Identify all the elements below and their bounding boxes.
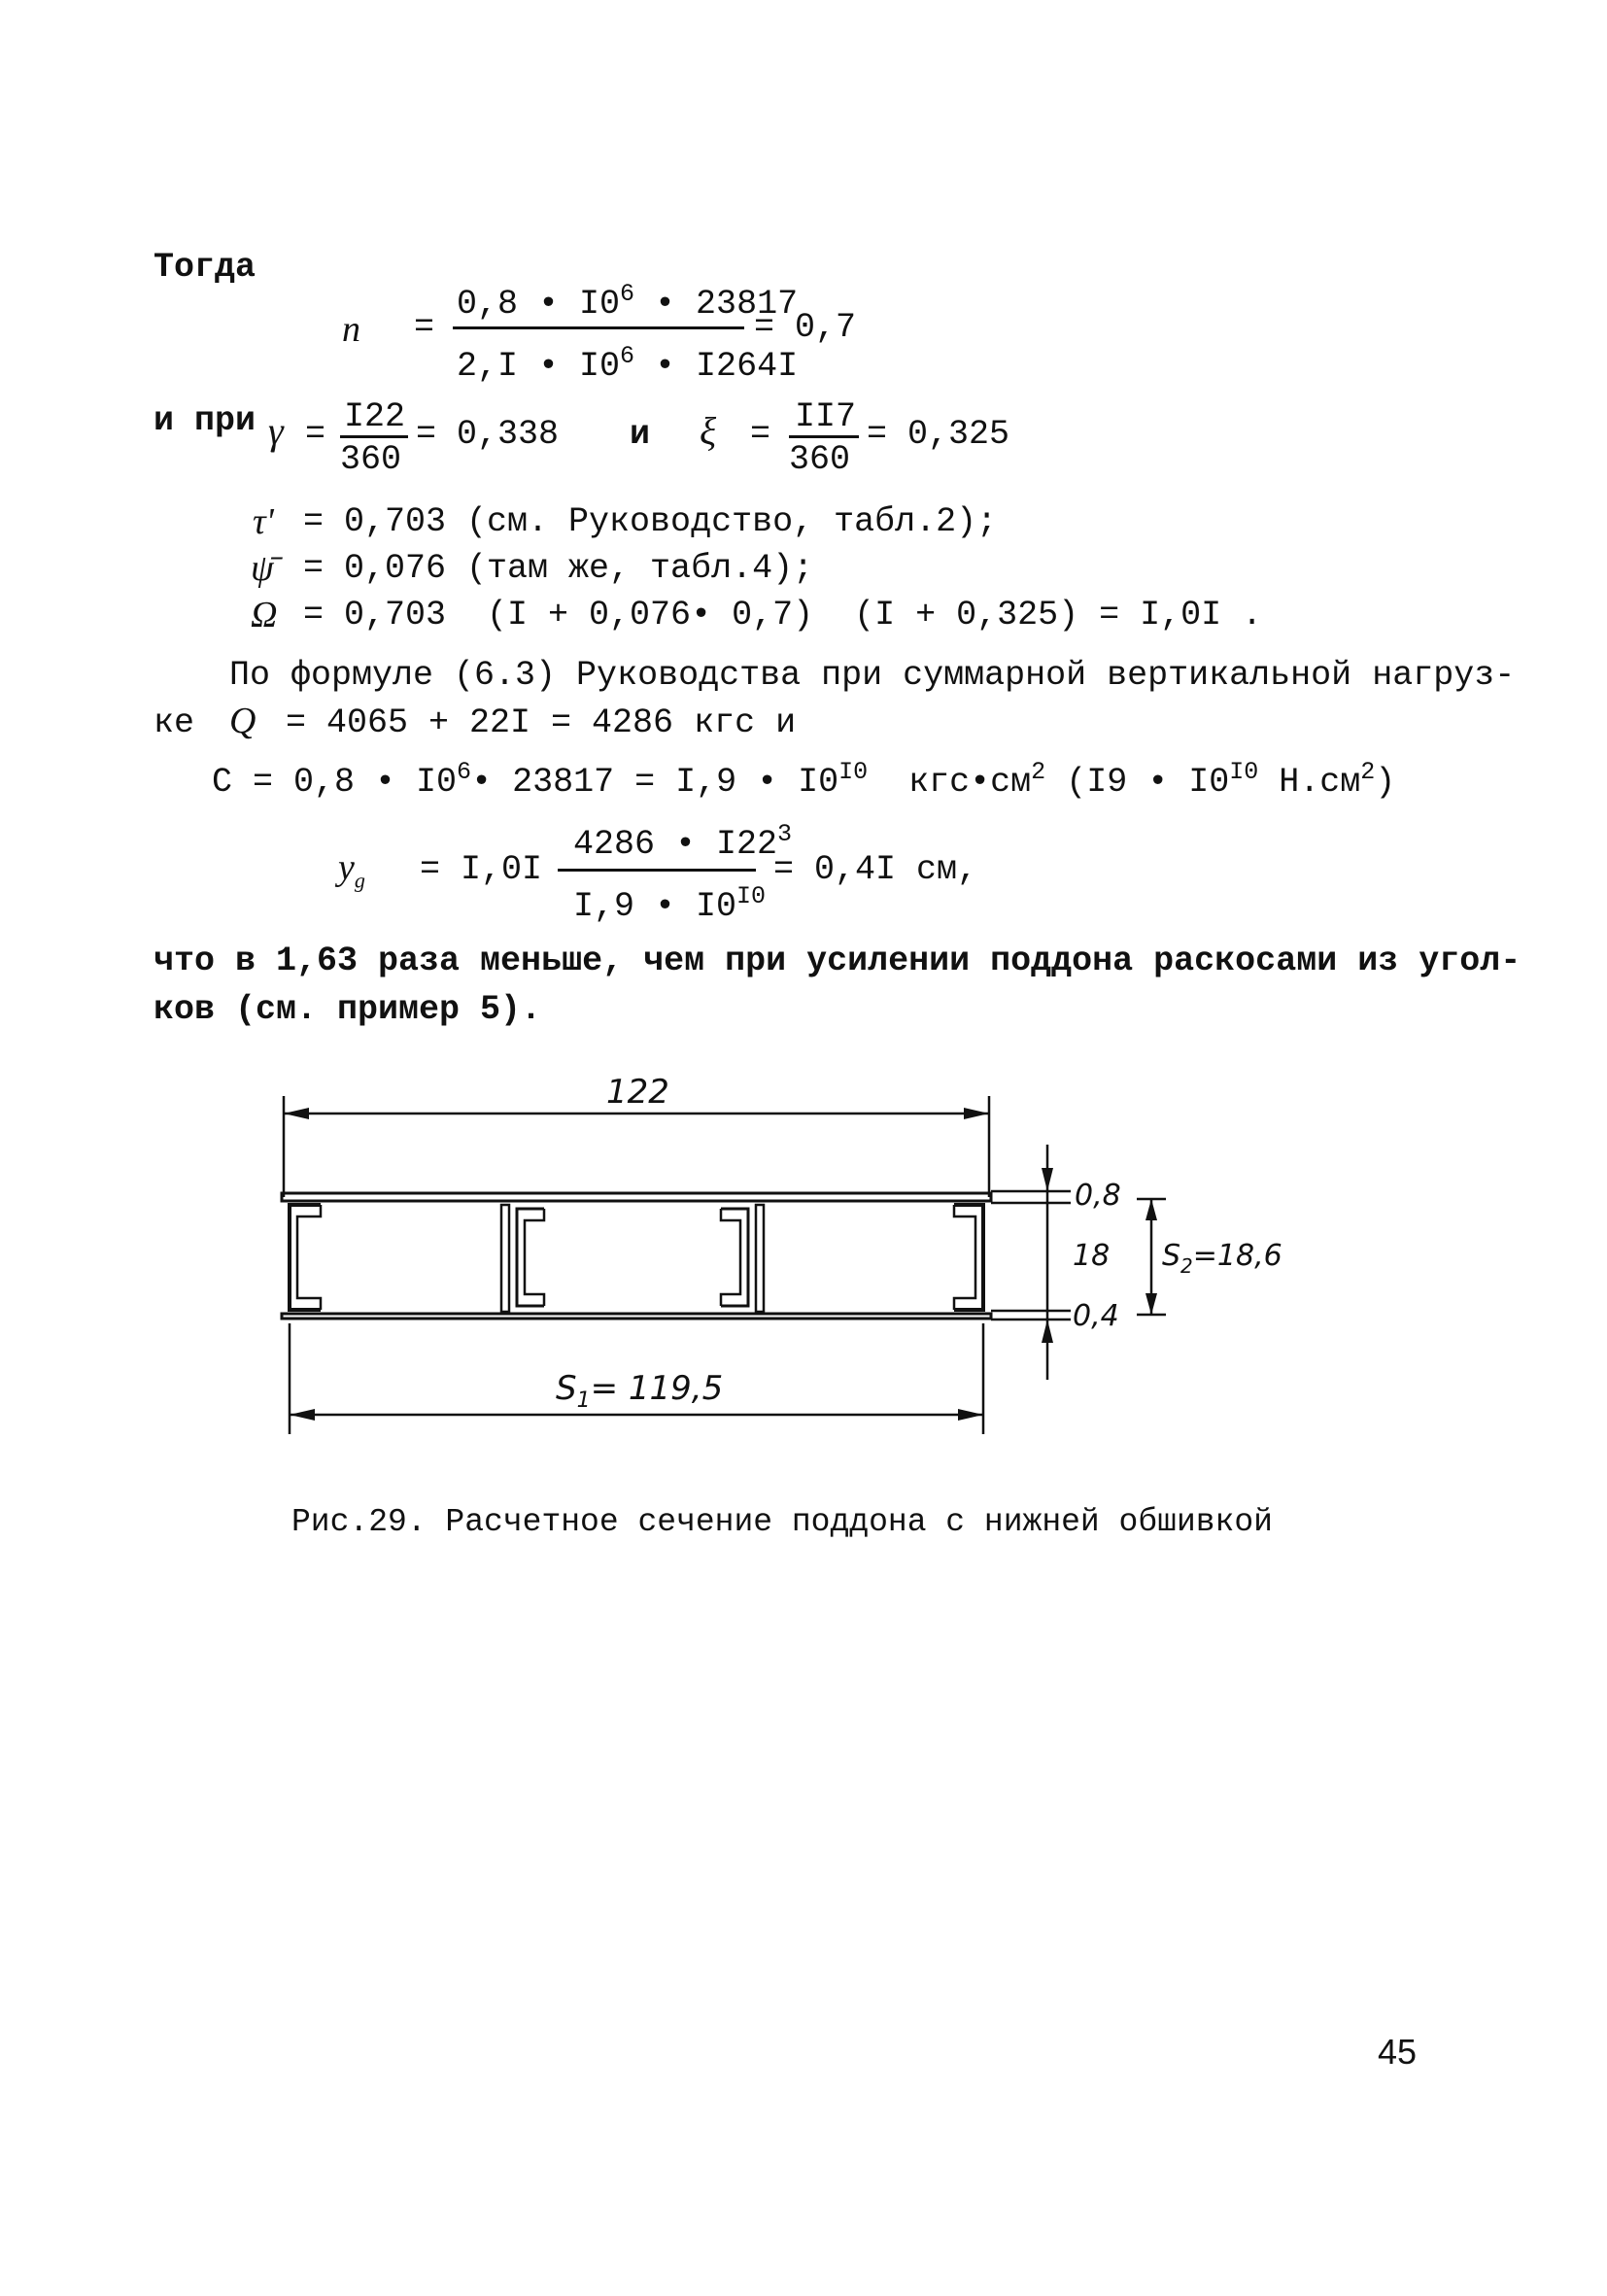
arrow-s1-right (958, 1409, 983, 1421)
left-channel-lip (297, 1205, 321, 1310)
dim-mid-label: 18 (1073, 1239, 1111, 1273)
eq-n-symbol: n (342, 309, 360, 350)
figure-caption: Рис.29. Расчетное сечение поддона с нижней обшивкой (291, 1504, 1273, 1540)
eq-gamma-lead: и при (154, 401, 256, 440)
arrow-s1-left (290, 1409, 315, 1421)
eq-n-result: = 0,7 (754, 308, 857, 347)
para1-line2-end: = 4065 + 22I = 4286 кгс и (286, 703, 797, 742)
dim-top-label: 0,8 (1075, 1179, 1121, 1213)
eq-y-prefix: = I,0I (420, 850, 543, 889)
eq-gamma-numerator: I22 (344, 397, 406, 436)
eq-y-denominator: I,9 • $I0^{I0}$ (573, 882, 767, 926)
intro-word: Тогда (154, 248, 256, 287)
xi-symbol: ξ (700, 409, 717, 453)
para1-line2-start: ке (154, 703, 195, 742)
tau-line: = 0,703 (см. Руководство, табл.2); (303, 502, 998, 541)
omega-symbol: Ω (251, 595, 278, 635)
psi-symbol: ψ̄ (251, 548, 274, 589)
web-left (501, 1205, 509, 1312)
eq-n-denominator: 2,I • $I0^6$ • I264I (457, 342, 799, 386)
right-channel-lip (954, 1205, 975, 1310)
top-skin (282, 1193, 991, 1201)
middle-channel-right (721, 1209, 748, 1306)
eq-xi-equals: = (750, 415, 771, 454)
para2-line2: ков (см. пример 5). (154, 990, 542, 1029)
s2-label: $S_2=18,6$ (1162, 1239, 1282, 1278)
page-number: 45 (1378, 2032, 1418, 2072)
para2-line1: что в 1,63 раза меньше, чем при усилении поддона раскосами из угол- (154, 942, 1522, 980)
para1-line1: По формуле (6.3) Руководства при суммарной вертикальной нагруз- (229, 656, 1516, 695)
eq-xi-result: = 0,325 (867, 415, 1010, 454)
psi-line: = 0,076 (там же, табл.4); (303, 549, 814, 588)
bottom-skin (282, 1314, 991, 1319)
middle-channel-right-lip (721, 1209, 740, 1306)
eq-n-equals: = (414, 308, 435, 347)
yg-symbol: $y_g$ (338, 847, 365, 893)
left-channel (290, 1205, 321, 1310)
tau-symbol: τ' (253, 501, 274, 542)
omega-line: = 0,703 (I + 0,076• 0,7) (I + 0,325) = I,0I . (303, 596, 1263, 634)
eq-c: C = 0,8 • $I0^6•$ 23817 = I,9 • $I0^{I0}$ $кгс•см^2$ (I9 • $I0^{I0}$ $Н.см^2$) (212, 758, 1396, 802)
right-channel (954, 1205, 983, 1310)
s1-label: $S_1= 119,5$ (556, 1369, 724, 1413)
arrow-s2-top (1145, 1199, 1157, 1220)
eq-and-word: и (630, 415, 651, 454)
middle-channel-left-lip (525, 1209, 544, 1306)
eq-gamma-equals: = (305, 415, 326, 454)
eq-xi-denominator: 360 (789, 440, 851, 479)
arrow-dim-down (1042, 1168, 1053, 1191)
arrow-122-left (284, 1108, 309, 1119)
gamma-symbol: γ (268, 409, 284, 453)
arrow-122-right (964, 1108, 989, 1119)
dim-bot-label: 0,4 (1073, 1299, 1119, 1333)
arrow-dim-up (1042, 1319, 1053, 1343)
eq-y-result: = 0,4I см, (773, 850, 978, 889)
eq-gamma-denominator: 360 (340, 440, 402, 479)
eq-xi-numerator: II7 (795, 397, 857, 436)
eq-y-numerator: 4286 • $I22^3$ (573, 820, 793, 864)
web-right (756, 1205, 764, 1312)
q-symbol: Q (229, 701, 256, 741)
eq-n-numerator: 0,8 • $I0^6$ • 23817 (457, 280, 799, 324)
dim-122-label: 122 (606, 1073, 669, 1112)
arrow-s2-bottom (1145, 1293, 1157, 1315)
middle-channel-left (517, 1209, 544, 1306)
eq-gamma-result: = 0,338 (416, 415, 560, 454)
